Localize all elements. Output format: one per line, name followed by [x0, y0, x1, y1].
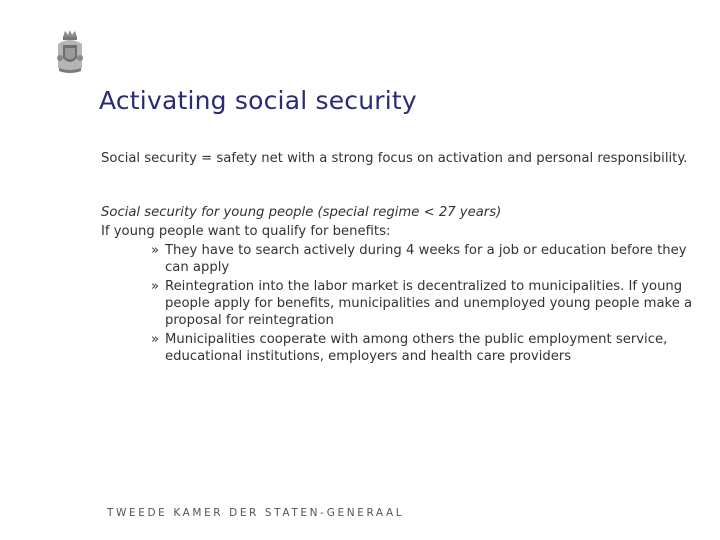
bullet-marker: »: [151, 332, 160, 347]
bullet-text: Reintegration into the labor market is decentralized to municipalities. If young people apply for benefits, municipalities and unemployed young people make a proposal for reintegration: [165, 279, 693, 328]
footer-wordmark: TWEEDE KAMER DER STATEN-GENERAAL: [107, 507, 405, 519]
bullet-text: They have to search actively during 4 weeks for a job or education before they can apply: [165, 243, 687, 275]
slide-body: [101, 150, 701, 367]
slide-title: Activating social security: [99, 86, 417, 115]
bullet-marker: »: [151, 279, 160, 294]
bullet-marker: »: [151, 243, 160, 258]
list-item: [101, 331, 701, 365]
qualify-paragraph: If young people want to qualify for benefits:: [101, 224, 391, 239]
list-item: [101, 278, 701, 329]
list-item: [101, 242, 701, 276]
bullet-list: [101, 242, 701, 365]
young-people-heading: Social security for young people (special regime < 27 years): [101, 205, 502, 220]
bullet-text: Municipalities cooperate with among others the public employment service, educational institutions, employers and health care providers: [165, 332, 668, 364]
intro-paragraph: Social security = safety net with a strong focus on activation and personal responsibility.: [101, 151, 688, 166]
coat-of-arms-icon: [55, 28, 85, 76]
